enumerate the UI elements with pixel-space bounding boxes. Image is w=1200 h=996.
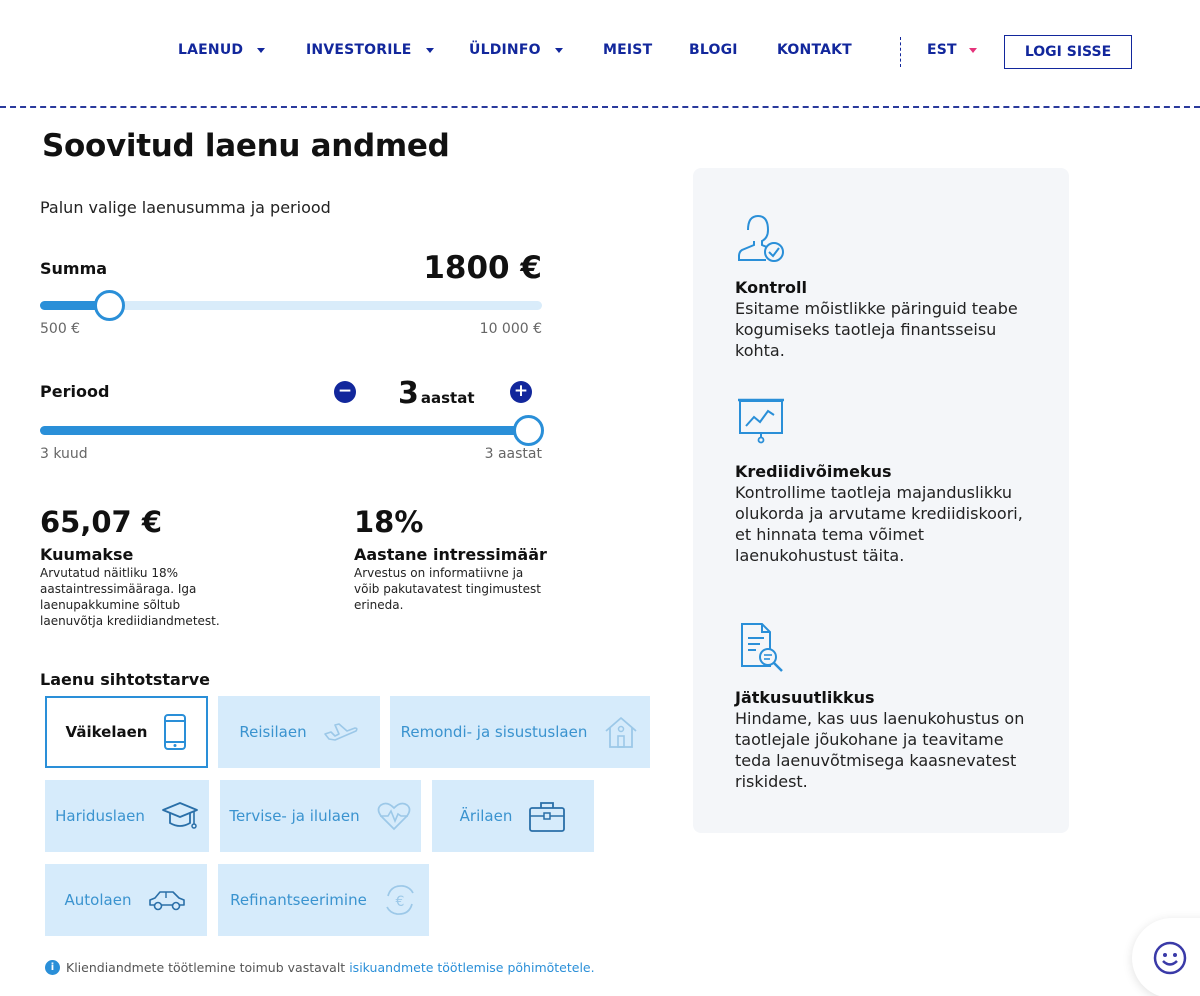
feature-title-jatkusuutlikkus: Jätkusuutlikkus — [735, 688, 875, 707]
purpose-option-reisilaen[interactable]: Reisilaen — [218, 696, 380, 768]
purpose-option-hariduslaen[interactable]: Hariduslaen — [45, 780, 209, 852]
period-max-label: 3 aastat — [484, 446, 542, 462]
airplane-icon — [323, 718, 359, 746]
period-slider-fill — [40, 426, 528, 435]
chat-widget-button[interactable] — [1132, 918, 1200, 996]
chevron-down-icon — [969, 48, 977, 53]
period-label: Periood — [40, 382, 110, 401]
amount-slider-handle[interactable] — [94, 290, 125, 321]
purpose-option-refinantseerimine[interactable]: Refinantseerimine € — [218, 864, 429, 936]
decrease-period-button[interactable]: − — [334, 381, 356, 403]
monthly-payment-value: 65,07 € — [40, 505, 163, 539]
period-unit: aastat — [420, 389, 475, 407]
period-min-label: 3 kuud — [40, 446, 88, 462]
chevron-down-icon — [257, 48, 265, 53]
interest-rate-value: 18% — [354, 505, 424, 539]
period-value — [398, 376, 475, 411]
amount-min-label: 500 € — [40, 321, 81, 337]
euro-refresh-icon — [383, 880, 417, 920]
phone-icon — [163, 713, 187, 751]
period-slider[interactable] — [40, 426, 528, 435]
house-icon — [603, 714, 639, 750]
purpose-option-autolaen[interactable]: Autolaen — [45, 864, 207, 936]
header-divider — [0, 106, 1200, 108]
purpose-option-tervise[interactable]: Tervise- ja ilulaen — [220, 780, 421, 852]
chevron-down-icon — [426, 48, 434, 53]
presentation-chart-icon — [736, 397, 786, 445]
privacy-footnote: i Kliendiandmete töötlemine toimub vastavalt isikuandmete töötlemise põhimõtetele. — [45, 960, 595, 975]
amount-label: Summa — [40, 259, 108, 278]
nav-uldinfo[interactable]: ÜLDINFO — [469, 42, 563, 58]
nav-kontakt[interactable]: KONTAKT — [777, 42, 852, 58]
purpose-option-vaikelaen[interactable]: Väikelaen — [45, 696, 208, 768]
nav-meist[interactable]: MEIST — [603, 42, 653, 58]
interest-rate-note: Arvestus on informatiivne ja võib pakutavatest tingimustest erineda. — [354, 566, 541, 612]
page-title: Soovitud laenu andmed — [42, 128, 450, 164]
chevron-down-icon — [555, 48, 563, 53]
briefcase-icon — [528, 799, 566, 833]
nav-laenud[interactable]: LAENUD — [178, 42, 265, 58]
graduation-cap-icon — [161, 798, 199, 834]
info-icon: i — [45, 960, 60, 975]
user-check-icon — [736, 212, 786, 264]
monthly-payment-note: Arvutatud näitliku 18% aastaintressimääraga. Iga laenupakkumine sõltub laenuvõtja krediidiandmetest. — [40, 566, 220, 628]
form-subtitle: Palun valige laenusumma ja periood — [40, 198, 331, 217]
increase-period-button[interactable]: + — [510, 381, 532, 403]
amount-value: 1800 € — [423, 250, 542, 286]
feature-desc-kontroll: Esitame mõistlikke päringuid teabe kogumiseks taotleja finantsseisu kohta. — [735, 299, 1018, 360]
svg-text:€: € — [395, 894, 405, 910]
period-slider-handle[interactable] — [513, 415, 544, 446]
document-search-icon — [738, 620, 790, 674]
feature-desc-jatkusuutlikkus: Hindame, kas uus laenukohustus on taotlejale jõukohane ja teavitame teda laenuvõtmisega kaasnevatest riskidest. — [735, 709, 1025, 791]
amount-max-label: 10 000 € — [479, 321, 542, 337]
car-icon — [147, 888, 187, 912]
top-navigation — [0, 0, 1200, 108]
smiley-chat-icon — [1152, 940, 1188, 976]
login-button[interactable]: LOGI SISSE — [1004, 35, 1132, 69]
loan-purpose-title: Laenu sihtotstarve — [40, 670, 211, 689]
period-number: 3 — [398, 376, 419, 411]
nav-blogi[interactable]: BLOGI — [689, 42, 738, 58]
feature-title-kontroll: Kontroll — [735, 278, 807, 297]
monthly-payment-label: Kuumakse — [40, 545, 134, 564]
heart-pulse-icon — [376, 800, 412, 832]
feature-title-krediidivoimekus: Krediidivõimekus — [735, 462, 892, 481]
feature-desc-krediidivoimekus: Kontrollime taotleja majanduslikku olukorda ja arvutame krediidiskoori, et hinnata tema võimet laenukohustust täita. — [735, 483, 1023, 565]
privacy-policy-link[interactable]: isikuandmete töötlemise põhimõtetele. — [349, 960, 595, 975]
interest-rate-label: Aastane intressimäär — [354, 545, 547, 564]
purpose-option-remondi[interactable]: Remondi- ja sisustuslaen — [390, 696, 650, 768]
purpose-option-arilaen[interactable]: Ärilaen — [432, 780, 594, 852]
nav-divider — [900, 37, 901, 67]
language-selector[interactable]: EST — [927, 42, 977, 58]
nav-investorile[interactable]: INVESTORILE — [306, 42, 434, 58]
